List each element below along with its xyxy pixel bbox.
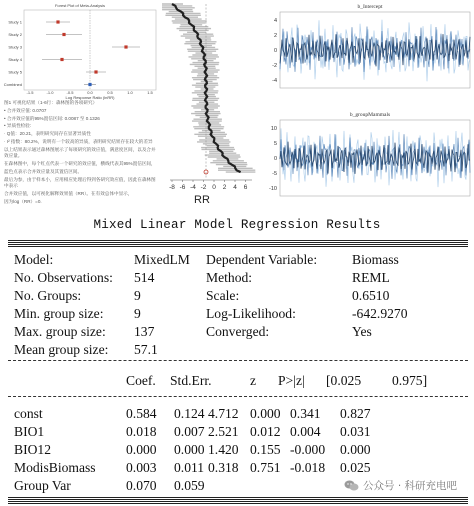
forest-point [94,70,97,73]
forest-tick-label: -1.0 [46,90,54,95]
info-key: No. Observations: [14,270,113,285]
forest-tick-label: 0.5 [107,90,113,95]
rr-tick-label: 0 [212,184,216,191]
double-rule [8,497,468,500]
forest-study-label: Study 3 [8,44,22,50]
info-value: 0.6510 [352,288,390,303]
coef-cell: 0.000 [174,442,205,457]
trace-top-title: b_Intercept [357,4,383,10]
forest-tick-label: 1.5 [147,90,153,95]
forest-point [124,45,127,48]
info-value: 137 [134,324,155,339]
forest-point [60,58,63,61]
coef-cell: 0.018 [126,424,157,439]
single-rule [8,396,468,397]
info-value: Yes [352,324,372,339]
forest-tick-label: 1.0 [127,90,133,95]
info-value: Biomass [352,252,399,267]
watermark [341,477,460,494]
rr-tick-label: -2 [200,184,207,191]
watermark-text: 公众号 · 科研充电吧 [362,480,457,492]
trace-tick-label: 0 [273,47,277,54]
coef-cell: 0.827 [340,406,371,421]
info-value: 9 [134,288,141,303]
info-value: REML [352,270,390,285]
coef-cell: 0.004 [290,424,321,439]
trace-tick-label: 10 [270,125,277,132]
coef-cell: 0.011 [174,460,205,475]
forest-note-line: · I² 指数：80.2%，说明有一个较高的异质，表明研究结果存在较大的差异 [4,138,153,144]
rr-caterpillar-plot [162,0,256,205]
forest-note-line: · Q值：20.21，表明研究间存在显著异质性 [4,131,91,137]
coef-cell: 0.000 [340,442,371,457]
forest-tick-label: -1.5 [26,90,34,95]
regression-results [0,210,474,506]
forest-plot-panel [0,0,160,205]
coef-cell: 0.751 [250,460,281,475]
trace-tick-label: -2 [272,62,277,69]
rr-tick-label: 4 [233,184,237,191]
coef-cell: 0.000 [126,442,157,457]
forest-study-label: Study 1 [8,19,22,25]
rr-axis-label: RR [194,194,210,205]
coef-header-cell: Coef. [126,373,156,388]
results-title: Mixed Linear Model Regression Results [93,218,381,232]
coef-cell: 0.003 [126,460,157,475]
coef-cell: 0.000 [250,406,281,421]
coef-header-cell: [0.025 [326,373,362,388]
rr-tick-label: -8 [169,184,175,191]
forest-point [88,83,91,86]
double-rule [8,501,468,504]
trace-tick-label: -5 [272,170,277,177]
rr-tick-label: 6 [243,184,248,191]
forest-axis-label: Log Response Ratio (lnRR) [65,95,115,100]
trace-plots [258,0,474,205]
coef-header-cell: z [250,373,257,388]
forest-note-line: • 合并效应值: 0.0707 [4,107,47,113]
info-key: Mean group size: [14,342,109,357]
coef-cell: 1.420 [208,442,239,457]
coef-row-name: Group Var [14,478,71,493]
info-key: Model: [14,252,54,267]
trace-tick-label: 5 [273,140,277,147]
coef-header-cell: P>|z| [278,373,305,388]
forest-note-line: 合并效应值，以可视化解释效果值（RR）。在有效总体中显示， [4,191,133,196]
forest-note-line: • 异质性检验: [4,123,32,129]
coef-cell: 0.031 [340,424,371,439]
forest-point [62,33,65,36]
coef-cell: -0.018 [290,460,326,475]
forest-tick-label: 0.0 [87,90,93,95]
coef-cell: 4.712 [208,406,239,421]
double-rule [8,240,468,243]
coef-row-name: BIO12 [14,442,52,457]
rr-tick-label: -6 [179,184,186,191]
forest-study-label: Study 4 [8,57,22,62]
info-value: 514 [134,270,155,285]
forest-note-line: 以上结果表示通过森林图展示了每项研究的效应值，满意度区间，以及合并效应量。 [4,146,156,159]
trace-tick-label: 0 [273,155,277,162]
coef-cell: 0.318 [208,460,239,475]
forest-plot [0,0,160,100]
info-key: Max. group size: [14,324,106,339]
rr-tick-label: -4 [190,184,196,191]
coef-cell: 0.012 [250,424,281,439]
trace-tick-label: 2 [273,32,277,39]
double-rule [8,244,468,247]
coef-cell: 2.521 [208,424,239,439]
forest-title: Forest Plot of Meta-Analysis [54,3,106,8]
forest-note-line: 因为log（RR）=0. [4,198,42,204]
forest-notes [4,100,156,205]
forest-note-line: 最后为参，由于样本小，应用相应处理后得到各研究效应值，因此在森林图中表示 [4,176,156,189]
info-key: Min. group size: [14,306,104,321]
coef-cell: 0.025 [340,460,371,475]
info-value: 9 [134,306,141,321]
forest-study-label: Study 2 [8,32,22,37]
info-key: Converged: [206,324,270,339]
wechat-icon [344,480,359,491]
info-key: No. Groups: [14,288,82,303]
coef-cell: 0.155 [250,442,281,457]
coef-cell: 0.124 [174,406,205,421]
info-value: MixedLM [134,252,190,267]
trace-plot-panel [258,0,474,205]
coef-header-cell: Std.Err. [170,373,212,388]
trace-tick-label: -4 [272,77,277,84]
forest-point [56,20,59,23]
forest-tick-label: -0.5 [66,90,74,95]
trace-bottom-title: b_groupMammals [349,112,391,118]
trace-tick-label: 4 [273,17,277,24]
forest-study-label: Study 5 [8,69,22,75]
rr-caterpillar-panel [162,0,256,205]
forest-study-label: Combined [3,82,22,87]
coef-cell: 0.059 [174,478,205,493]
info-key: Method: [206,270,253,285]
info-key: Dependent Variable: [206,252,318,267]
coef-row-name: ModisBiomass [14,460,96,475]
coef-cell: 0.007 [174,424,205,439]
info-value: -642.9270 [352,306,408,321]
coef-cell: -0.000 [290,442,326,457]
forest-note-line: • 合并效应值的95%置信区间: 0.0087 至 0.1326 [4,115,100,121]
info-key: Log-Likelihood: [206,306,296,321]
rr-tick-label: 2 [222,184,227,191]
coef-cell: 0.584 [126,406,157,421]
forest-note-line: 在森林图中，每个红点代表一个研究的效应值，横线代表其95%置信区间， [4,161,156,167]
forest-note-line: 蓝色点表示合并效应量及其置信区间。 [4,168,83,174]
trace-tick-label: -10 [269,185,277,192]
info-key: Scale: [206,288,240,303]
forest-caption: 图1 可视化结果（1-6行：森林图的各项研究） [4,100,98,105]
coef-cell: 0.070 [126,478,157,493]
coef-header-cell: 0.975] [392,373,428,388]
info-value: 57.1 [134,342,158,357]
coef-cell: 0.341 [290,406,321,421]
coef-row-name: BIO1 [14,424,45,439]
single-rule [8,360,468,361]
coef-row-name: const [14,406,43,421]
